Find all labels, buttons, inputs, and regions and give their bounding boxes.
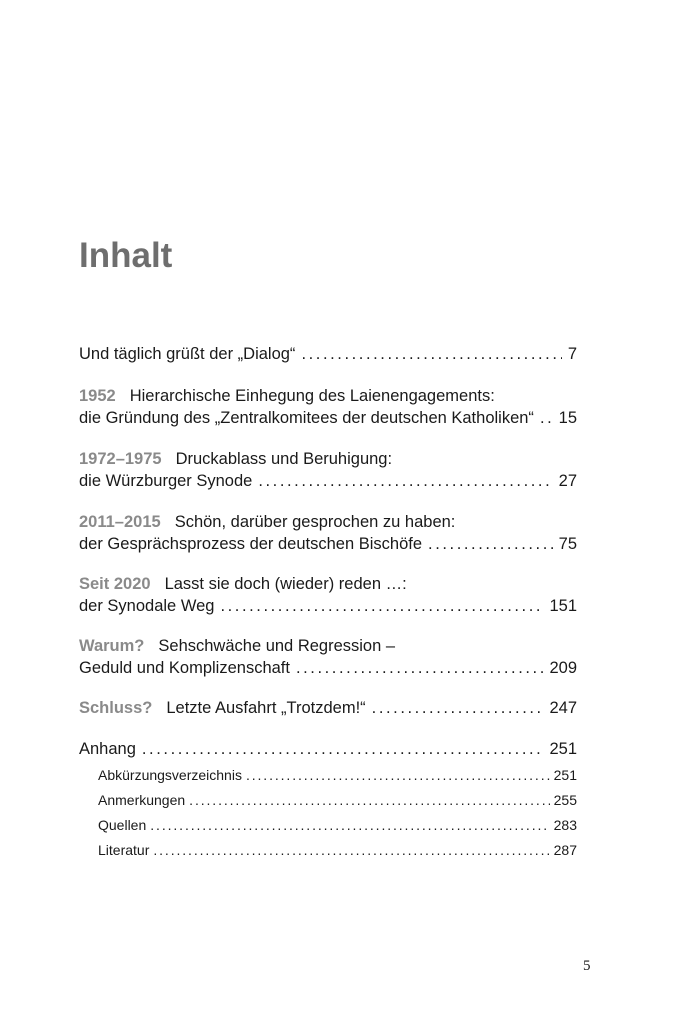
toc-era-label: 1952 [79, 387, 116, 405]
toc-subentry-abkuerzungen[interactable] [98, 764, 577, 786]
leader-dots [258, 470, 552, 492]
toc-entry-warum[interactable] [79, 657, 577, 679]
toc-subentry-title: Anmerkungen [98, 792, 186, 808]
toc-entry-1952-heading[interactable] [79, 385, 577, 407]
toc-entry-title: Letzte Ausfahrt „Trotzdem!“ [166, 699, 366, 717]
leader-dots [150, 814, 549, 836]
toc-era-label: Warum? [79, 637, 145, 655]
toc-era-label: Schluss? [79, 699, 153, 717]
toc-page-number: 151 [549, 597, 577, 615]
toc-entry-2020-heading[interactable] [79, 573, 577, 595]
toc-page-number: 251 [553, 767, 577, 783]
leader-dots [220, 595, 543, 617]
toc-page-number: 27 [558, 472, 577, 490]
toc-page-number: 15 [558, 409, 577, 427]
toc-entry-2011[interactable] [79, 533, 577, 555]
toc-entry-title: Schön, darüber gesprochen zu haben: [174, 513, 456, 531]
toc-page-number: 255 [553, 792, 577, 808]
toc-entry-subtitle: die Gründung des „Zentralkomitees der deutschen Katholiken“ [79, 409, 534, 427]
leader-dots [246, 764, 550, 786]
leader-dots [153, 839, 549, 861]
leader-dots [296, 657, 544, 679]
leader-dots [189, 789, 549, 811]
toc-entry-title: Anhang [79, 740, 136, 758]
toc-page-number: 75 [558, 535, 577, 553]
toc-entry-1972-heading[interactable] [79, 448, 577, 470]
toc-entry-2011-heading[interactable] [79, 511, 577, 533]
toc-page-number: 283 [553, 817, 577, 833]
toc-entry-warum-heading[interactable] [79, 635, 577, 657]
toc-era-label: 2011–2015 [79, 513, 161, 531]
toc-subentry-anmerkungen[interactable] [98, 789, 577, 811]
toc-entry-intro[interactable] [79, 343, 577, 365]
toc-entry-title: Druckablass und Beruhigung: [175, 450, 393, 468]
toc-subentry-title: Abkürzungsverzeichnis [98, 767, 242, 783]
toc-entry-title: Lasst sie doch (wieder) reden …: [164, 575, 407, 593]
leader-dots [372, 697, 544, 719]
toc-page-number: 287 [553, 842, 577, 858]
toc-entry-2020[interactable] [79, 595, 577, 617]
toc-page-number: 247 [549, 699, 577, 717]
toc-entry-subtitle: der Gesprächsprozess der deutschen Bischöfe [79, 535, 423, 553]
toc-page-number: 7 [567, 345, 577, 363]
leader-dots [301, 343, 561, 365]
toc-entry-title: Sehschwäche und Regression – [158, 637, 396, 655]
toc-era-label: Seit 2020 [79, 575, 151, 593]
toc-entry-1972[interactable] [79, 470, 577, 492]
toc-entry-title: Und täglich grüßt der „Dialog“ [79, 345, 296, 363]
toc-entry-1952[interactable] [79, 407, 577, 429]
toc-era-label: 1972–1975 [79, 450, 162, 468]
toc-subentry-title: Quellen [98, 817, 147, 833]
leader-dots [428, 533, 553, 555]
toc-entry-subtitle: Geduld und Komplizenschaft [79, 659, 290, 677]
toc-entry-subtitle: die Würzburger Synode [79, 472, 253, 490]
toc-entry-anhang[interactable] [79, 738, 577, 760]
toc-subentry-title: Literatur [98, 842, 150, 858]
toc-entry-subtitle: der Synodale Weg [79, 597, 215, 615]
toc-entry-schluss[interactable] [79, 697, 577, 719]
toc-heading: Inhalt [79, 236, 173, 275]
toc-page-number: 209 [549, 659, 577, 677]
toc-page-number: 251 [549, 740, 577, 758]
toc-entry-title: Hierarchische Einhegung des Laienengagements: [129, 387, 495, 405]
leader-dots [540, 407, 553, 429]
toc-subentry-quellen[interactable] [98, 814, 577, 836]
leader-dots [142, 738, 544, 760]
page-folio: 5 [583, 958, 591, 974]
toc-subentry-literatur[interactable] [98, 839, 577, 861]
